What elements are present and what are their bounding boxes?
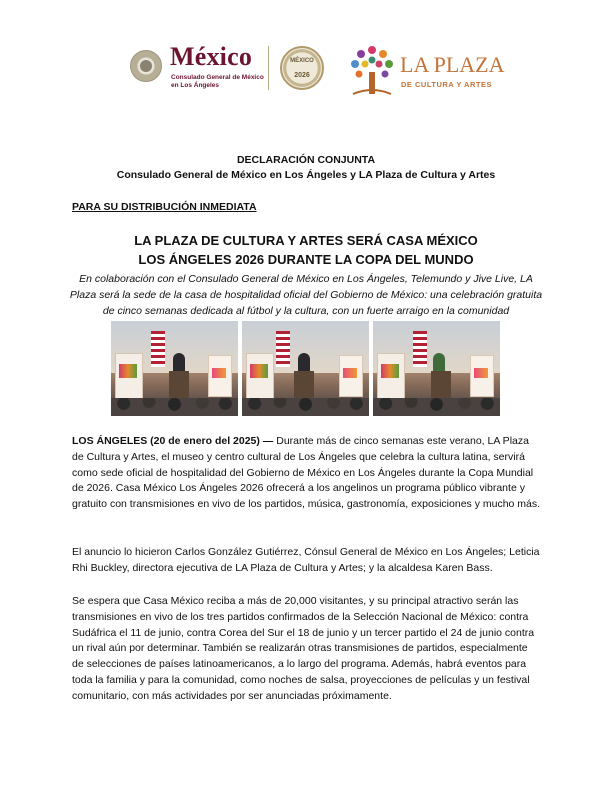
la-plaza-logo-text: LA PLAZA: [400, 52, 505, 77]
mexico-logo-text: México: [170, 42, 253, 71]
consulate-logo-subtitle: [171, 74, 264, 90]
declaration-title: DECLARACIÓN CONJUNTA: [236, 154, 376, 166]
release-label: PARA SU DISTRIBUCIÓN INMEDIATA: [72, 201, 257, 213]
event-photo-3: [373, 321, 500, 416]
body-paragraph-1: [72, 434, 542, 513]
la-plaza-logo-subtitle: DE CULTURA Y ARTES: [401, 80, 492, 89]
body-paragraph-3: Se espera que Casa México reciba a más de 20,000 visitantes, y su principal atractivo serán las transmisiones en vivo de los tres partidos confirmados de la Selección Nacional de México: contra Sudáfrica el 11 de junio, contra Corea del Sur el 18 de junio y un tercer partido el 24 de junio contra un rival aún por determinar. También se realizarán otras transmisiones de partidos, especialmente de selecciones de países latinoamericanos, a lo largo del programa. Además, habrá eventos para toda la familia y para la comunidad, como noches de salsa, proyecciones de películas y un festival comunitario, con más actividades por ser anunciadas próximamente.: [72, 595, 535, 702]
consulate-subtitle-line2: en Los Ángeles: [171, 82, 220, 89]
headline-line-2: LOS ÁNGELES 2026 DURANTE LA COPA DEL MUNDO: [138, 252, 474, 267]
badge-year-text: 2026: [294, 72, 310, 79]
event-photo-1: [111, 321, 238, 416]
la-plaza-tree-icon: [347, 42, 397, 98]
subheadline: En colaboración con el Consulado General de México en Los Ángeles, Telemundo y Jive Live, LA Plaza será la sede de la casa de hospitalidad oficial del Gobierno de México: una celebración gratuita de cinco semanas dedicada al fútbol y la cultura, con un fuerte arraigo en la comunidad: [69, 273, 543, 317]
header-logos: [0, 40, 612, 100]
mexico-seal-icon: [130, 50, 162, 82]
badge-top-text: MÉXICO: [290, 58, 314, 64]
body-paragraph-1-text: Durante más de cinco semanas este verano, LA Plaza de Cultura y Artes, el museo y centro cultural de Los Ángeles que celebra la cultura latina, servirá como sede oficial de hospitalidad del Gobierno de México en Los Ángeles durante la Copa Mundial de 2026. Casa México Los Ángeles 2026 ofrecerá a los angelinos un programa público vibrante y gratuito con transmisiones en vivo de los partidos, música, gastronomía, exposiciones y mucho más.: [72, 435, 541, 511]
mexico-2026-badge-icon: [280, 46, 324, 90]
declaration-parties: Consulado General de México en Los Ángeles y LA Plaza de Cultura y Artes: [116, 169, 496, 181]
body-paragraph-2: El anuncio lo hicieron Carlos González Gutiérrez, Cónsul General de México en Los Ángeles; Leticia Rhi Buckley, directora ejecutiva de LA Plaza de Cultura y Artes; y la alcaldesa Karen Bass.: [72, 546, 540, 574]
event-photos: [111, 321, 501, 416]
dateline: LOS ÁNGELES (20 de enero del 2025) —: [72, 435, 274, 447]
consulate-subtitle-line1: Consulado General de México: [171, 74, 264, 81]
logo-divider: [268, 46, 269, 90]
headline-line-1: LA PLAZA DE CULTURA Y ARTES SERÁ CASA MÉXICO: [134, 233, 478, 248]
event-photo-2: [242, 321, 369, 416]
